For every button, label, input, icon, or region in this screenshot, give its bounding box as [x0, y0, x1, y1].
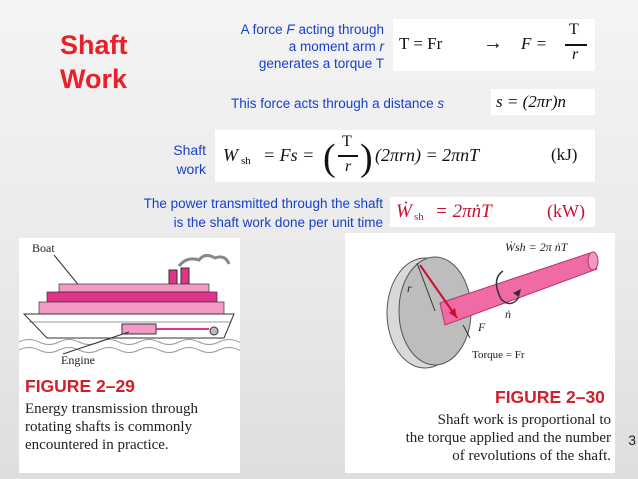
force-description [214, 21, 384, 72]
figure-2-29 [19, 238, 240, 473]
eq3-unit: (kJ) [551, 145, 578, 164]
eq-distance: s = (2πr)n [496, 92, 567, 111]
eq3-sub: sh [241, 155, 251, 167]
boat-illustration [19, 238, 240, 363]
shaft-label-1: Shaft [173, 142, 206, 158]
eq3-paren-open: ( [323, 137, 336, 179]
slide-title [60, 28, 128, 96]
distance-var-s: s [437, 96, 445, 111]
eq-torque-lhs: T = Fr [399, 34, 443, 53]
fig30-caption-2: the torque applied and the number [405, 430, 611, 446]
equation-distance [491, 89, 595, 115]
title-line-1: Shaft [60, 30, 128, 60]
eq3-frac-den: r [345, 158, 352, 175]
figure-2-30-label: FIGURE 2–30 [495, 387, 605, 407]
distance-text: This force acts through a distance [231, 96, 434, 111]
eq-force-lhs: F = [521, 34, 548, 53]
eq3-W: W [223, 145, 238, 165]
eq3-mid: = Fs = [263, 145, 315, 165]
force-text-b: acting through [298, 22, 384, 37]
eq3-rhs: (2πrn) = 2πnT [375, 145, 480, 165]
equation-power [390, 197, 595, 227]
fig29-caption-3: encountered in practice. [25, 437, 169, 453]
fig30-r-label: r [407, 281, 412, 295]
shaft-label-2: work [176, 161, 206, 177]
fig29-caption-1: Energy transmission through [25, 401, 199, 417]
equation-torque [393, 19, 595, 71]
eq4-sub: sh [414, 211, 424, 223]
fig30-caption-3: of revolutions of the shaft. [452, 448, 611, 464]
eq3-fraction-bar [338, 155, 358, 157]
eq-frac-num: T [569, 21, 579, 38]
fig30-n-label: ṅ [505, 307, 511, 321]
fig30-caption-1: Shaft work is proportional to [437, 412, 611, 428]
boat-label: Boat [32, 241, 55, 255]
title-line-2: Work [60, 64, 128, 94]
eq3-frac-num: T [342, 133, 352, 150]
power-description [98, 194, 383, 232]
fig30-F-label: F [478, 320, 486, 334]
torque-text: generates a torque T [258, 56, 384, 71]
equation-shaft-work [215, 130, 595, 182]
eq4-W: Ẇ [396, 201, 412, 222]
distance-description [231, 95, 444, 112]
fig30-torque-label: Torque = Fr [472, 349, 525, 361]
figure-2-29-caption [25, 400, 198, 454]
eq-frac-den: r [572, 46, 579, 63]
fig30-power-label: Ẇsh = 2π ṅT [505, 240, 568, 254]
engine-label: Engine [61, 353, 95, 367]
arm-text: a moment arm [288, 39, 376, 54]
power-line-1: The power transmitted through the shaft [143, 196, 383, 211]
figure-2-29-label: FIGURE 2–29 [25, 376, 135, 396]
slide-number: 3 [628, 432, 636, 448]
figure-2-30 [345, 233, 615, 473]
eq-arrow: → [483, 32, 503, 54]
power-line-2: is the shaft work done per unit time [173, 215, 383, 230]
arm-var-r: r [379, 39, 384, 54]
fig29-caption-2: rotating shafts is commonly [25, 419, 193, 435]
figure-2-30-caption [349, 411, 611, 465]
force-var-F: F [286, 22, 295, 37]
force-text-a: A force [240, 22, 283, 37]
shaft-work-label [150, 141, 206, 179]
eq4-unit: (kW) [547, 201, 585, 221]
eq3-paren-close: ) [360, 137, 373, 179]
eq4-rhs: = 2πṅT [435, 201, 492, 222]
